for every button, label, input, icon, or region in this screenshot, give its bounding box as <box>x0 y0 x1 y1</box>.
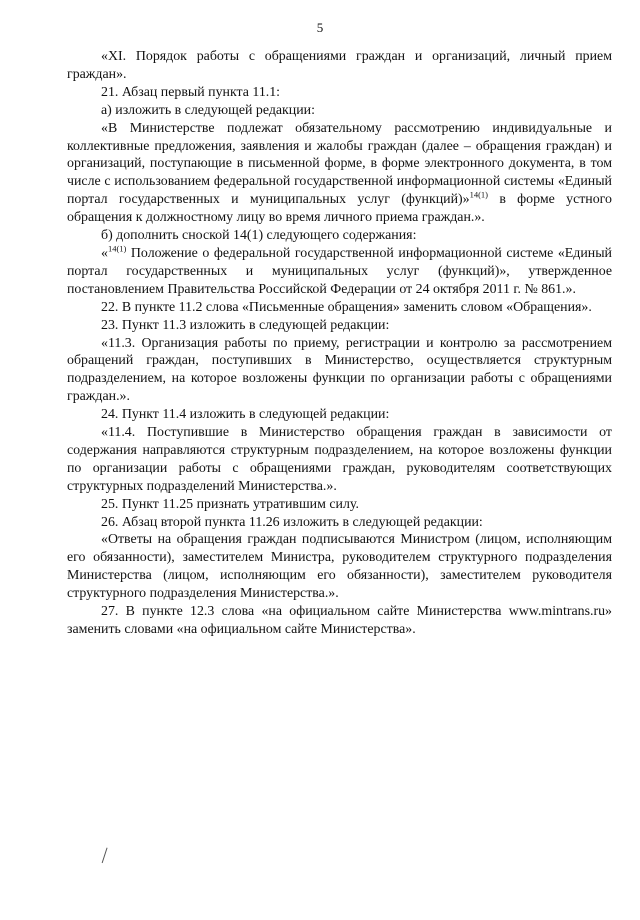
item-22-paragraph: 22. В пункте 11.2 слова «Письменные обращения» заменить словом «Обращения». <box>101 299 592 315</box>
quoted-11-1-text-end: в форме устного обращения к должностному лицу во время личного приема граждан.». <box>67 192 612 226</box>
item-26-paragraph: 26. Абзац второй пункта 11.26 изложить в следующей редакции: <box>101 514 483 530</box>
footnote-text-paragraph <box>67 245 612 299</box>
page-number: 5 <box>316 20 324 35</box>
item-24-paragraph: 24. Пункт 11.4 изложить в следующей редакции: <box>101 407 390 423</box>
quoted-11-26-paragraph: «Ответы на обращения граждан подписываются Министром (лицом, исполняющим его обязанности), заместителем Министра, руководителем структурного подразделения Министерства (лицом, исполняющим его обязанности), заместителем руководителя структурного подразделения Министерства.». <box>67 532 612 602</box>
footnote-body: Положение о федеральной государственной информационной системе «Единый портал государственных и муниципальных услуг (функций)», утвержденное постановлением Правительства Российской Федерации от 24 октября 2011 г. № 861.». <box>67 245 612 297</box>
footnote-open-quote: « <box>101 245 108 261</box>
document-body <box>67 48 612 639</box>
pen-mark <box>102 848 112 865</box>
item-27-paragraph: 27. В пункте 12.3 слова «на официальном сайте Министерства www.mintrans.ru» заменить словами «на официальном сайте Министерства». <box>67 604 612 637</box>
subitem-b-paragraph: б) дополнить сноской 14(1) следующего содержания: <box>101 228 417 244</box>
quoted-11-1-text: «В Министерстве подлежат обязательному рассмотрению индивидуальные и коллективные предложения, заявления и жалобы граждан (далее – обращения граждан) и организаций, поступающие в письменной форме, в форме электронного документа, в том числе с использованием федеральной государственной информационной системы «Единый портал государственных и муниципальных услуг (функций)» <box>67 120 612 208</box>
subitem-a-paragraph: а) изложить в следующей редакции: <box>101 102 315 118</box>
footnote-ref: 14(1) <box>469 189 489 200</box>
item-21-paragraph: 21. Абзац первый пункта 11.1: <box>101 84 281 100</box>
footnote-mark: 14(1) <box>107 243 127 254</box>
quoted-11-3-paragraph: «11.3. Организация работы по приему, регистрации и контролю за рассмотрением обращений граждан, поступивших в Министерство, осуществляется структурным подразделением, на которое возложены функции по организации работы с обращениями граждан.». <box>67 335 612 405</box>
item-23-paragraph: 23. Пункт 11.3 изложить в следующей редакции: <box>101 317 390 333</box>
quoted-11-1-paragraph <box>67 120 612 227</box>
section-heading-paragraph: «XI. Порядок работы с обращениями граждан и организаций, личный прием граждан». <box>67 49 612 82</box>
quoted-11-4-paragraph: «11.4. Поступившие в Министерство обращения граждан в зависимости от содержания направляются структурным подразделением, на которое возложены функции по организации работы с обращениями граждан, руководителям соответствующих структурных подразделений Министерства.». <box>67 425 612 494</box>
item-25-paragraph: 25. Пункт 11.25 признать утратившим силу. <box>101 496 359 512</box>
